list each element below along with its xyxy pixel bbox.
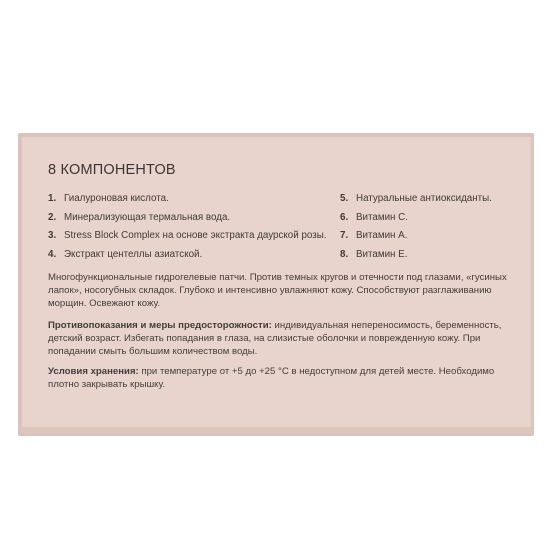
ingredient-text: Натуральные антиоксиданты. xyxy=(356,193,492,204)
package-back-panel xyxy=(22,137,530,427)
description-paragraph: Многофункциональные гидрогелевые патчи. Против темных кругов и отечности под глазами, «гусиных лапок», носогубных складок. Глубоко и интенсивно увлажняют кожу. Способствуют разглаживанию морщин. Освежают кожу. xyxy=(48,272,507,310)
ingredient-text: Минерализующая термальная вода. xyxy=(64,211,231,223)
package-bottom-edge xyxy=(22,427,532,434)
ingredient-item xyxy=(340,230,492,249)
storage-label: Условия хранения: xyxy=(48,366,139,377)
ingredient-item xyxy=(48,212,327,231)
ingredient-item xyxy=(340,249,492,268)
contraindications-paragraph xyxy=(48,319,520,359)
ingredient-number: 1. xyxy=(48,193,57,204)
ingredient-number: 5. xyxy=(340,193,349,204)
ingredient-text: Stress Block Complex на основе экстракта даурской розы. xyxy=(64,230,327,241)
ingredients-list-left xyxy=(48,193,327,267)
storage-text: при температуре от +5 до +25 °С в недоступном для детей месте. Необходимо плотно закрывать крышку. xyxy=(48,366,495,391)
ingredient-text: Гиалуроновая кислота. xyxy=(64,193,169,204)
ingredient-text: Витамин С. xyxy=(356,211,408,223)
contraindications-text: индивидуальная непереносимость, беременность, детский возраст. Избегать попадания в глаза, на слизистые оболочки и поврежденную кожу. При попадании смыть большим количеством воды. xyxy=(48,320,502,358)
components-title: 8 КОМПОНЕНТОВ xyxy=(48,162,176,178)
ingredient-item xyxy=(48,230,327,249)
ingredient-text: Витамин Е. xyxy=(356,248,408,260)
ingredient-number: 7. xyxy=(340,230,349,241)
ingredient-item xyxy=(340,193,492,212)
ingredient-text: Витамин А. xyxy=(356,230,408,241)
ingredient-number: 4. xyxy=(48,248,57,260)
ingredient-number: 2. xyxy=(48,211,57,223)
ingredient-number: 6. xyxy=(340,211,349,223)
ingredient-text: Экстракт центеллы азиатской. xyxy=(64,248,203,260)
ingredient-item xyxy=(48,249,327,268)
ingredient-item xyxy=(340,212,492,231)
ingredient-item xyxy=(48,193,327,212)
ingredient-number: 8. xyxy=(340,248,349,260)
ingredient-number: 3. xyxy=(48,230,57,241)
storage-paragraph xyxy=(48,365,520,391)
contraindications-label: Противопоказания и меры предосторожности: xyxy=(48,320,272,331)
ingredients-list-right xyxy=(340,193,492,267)
